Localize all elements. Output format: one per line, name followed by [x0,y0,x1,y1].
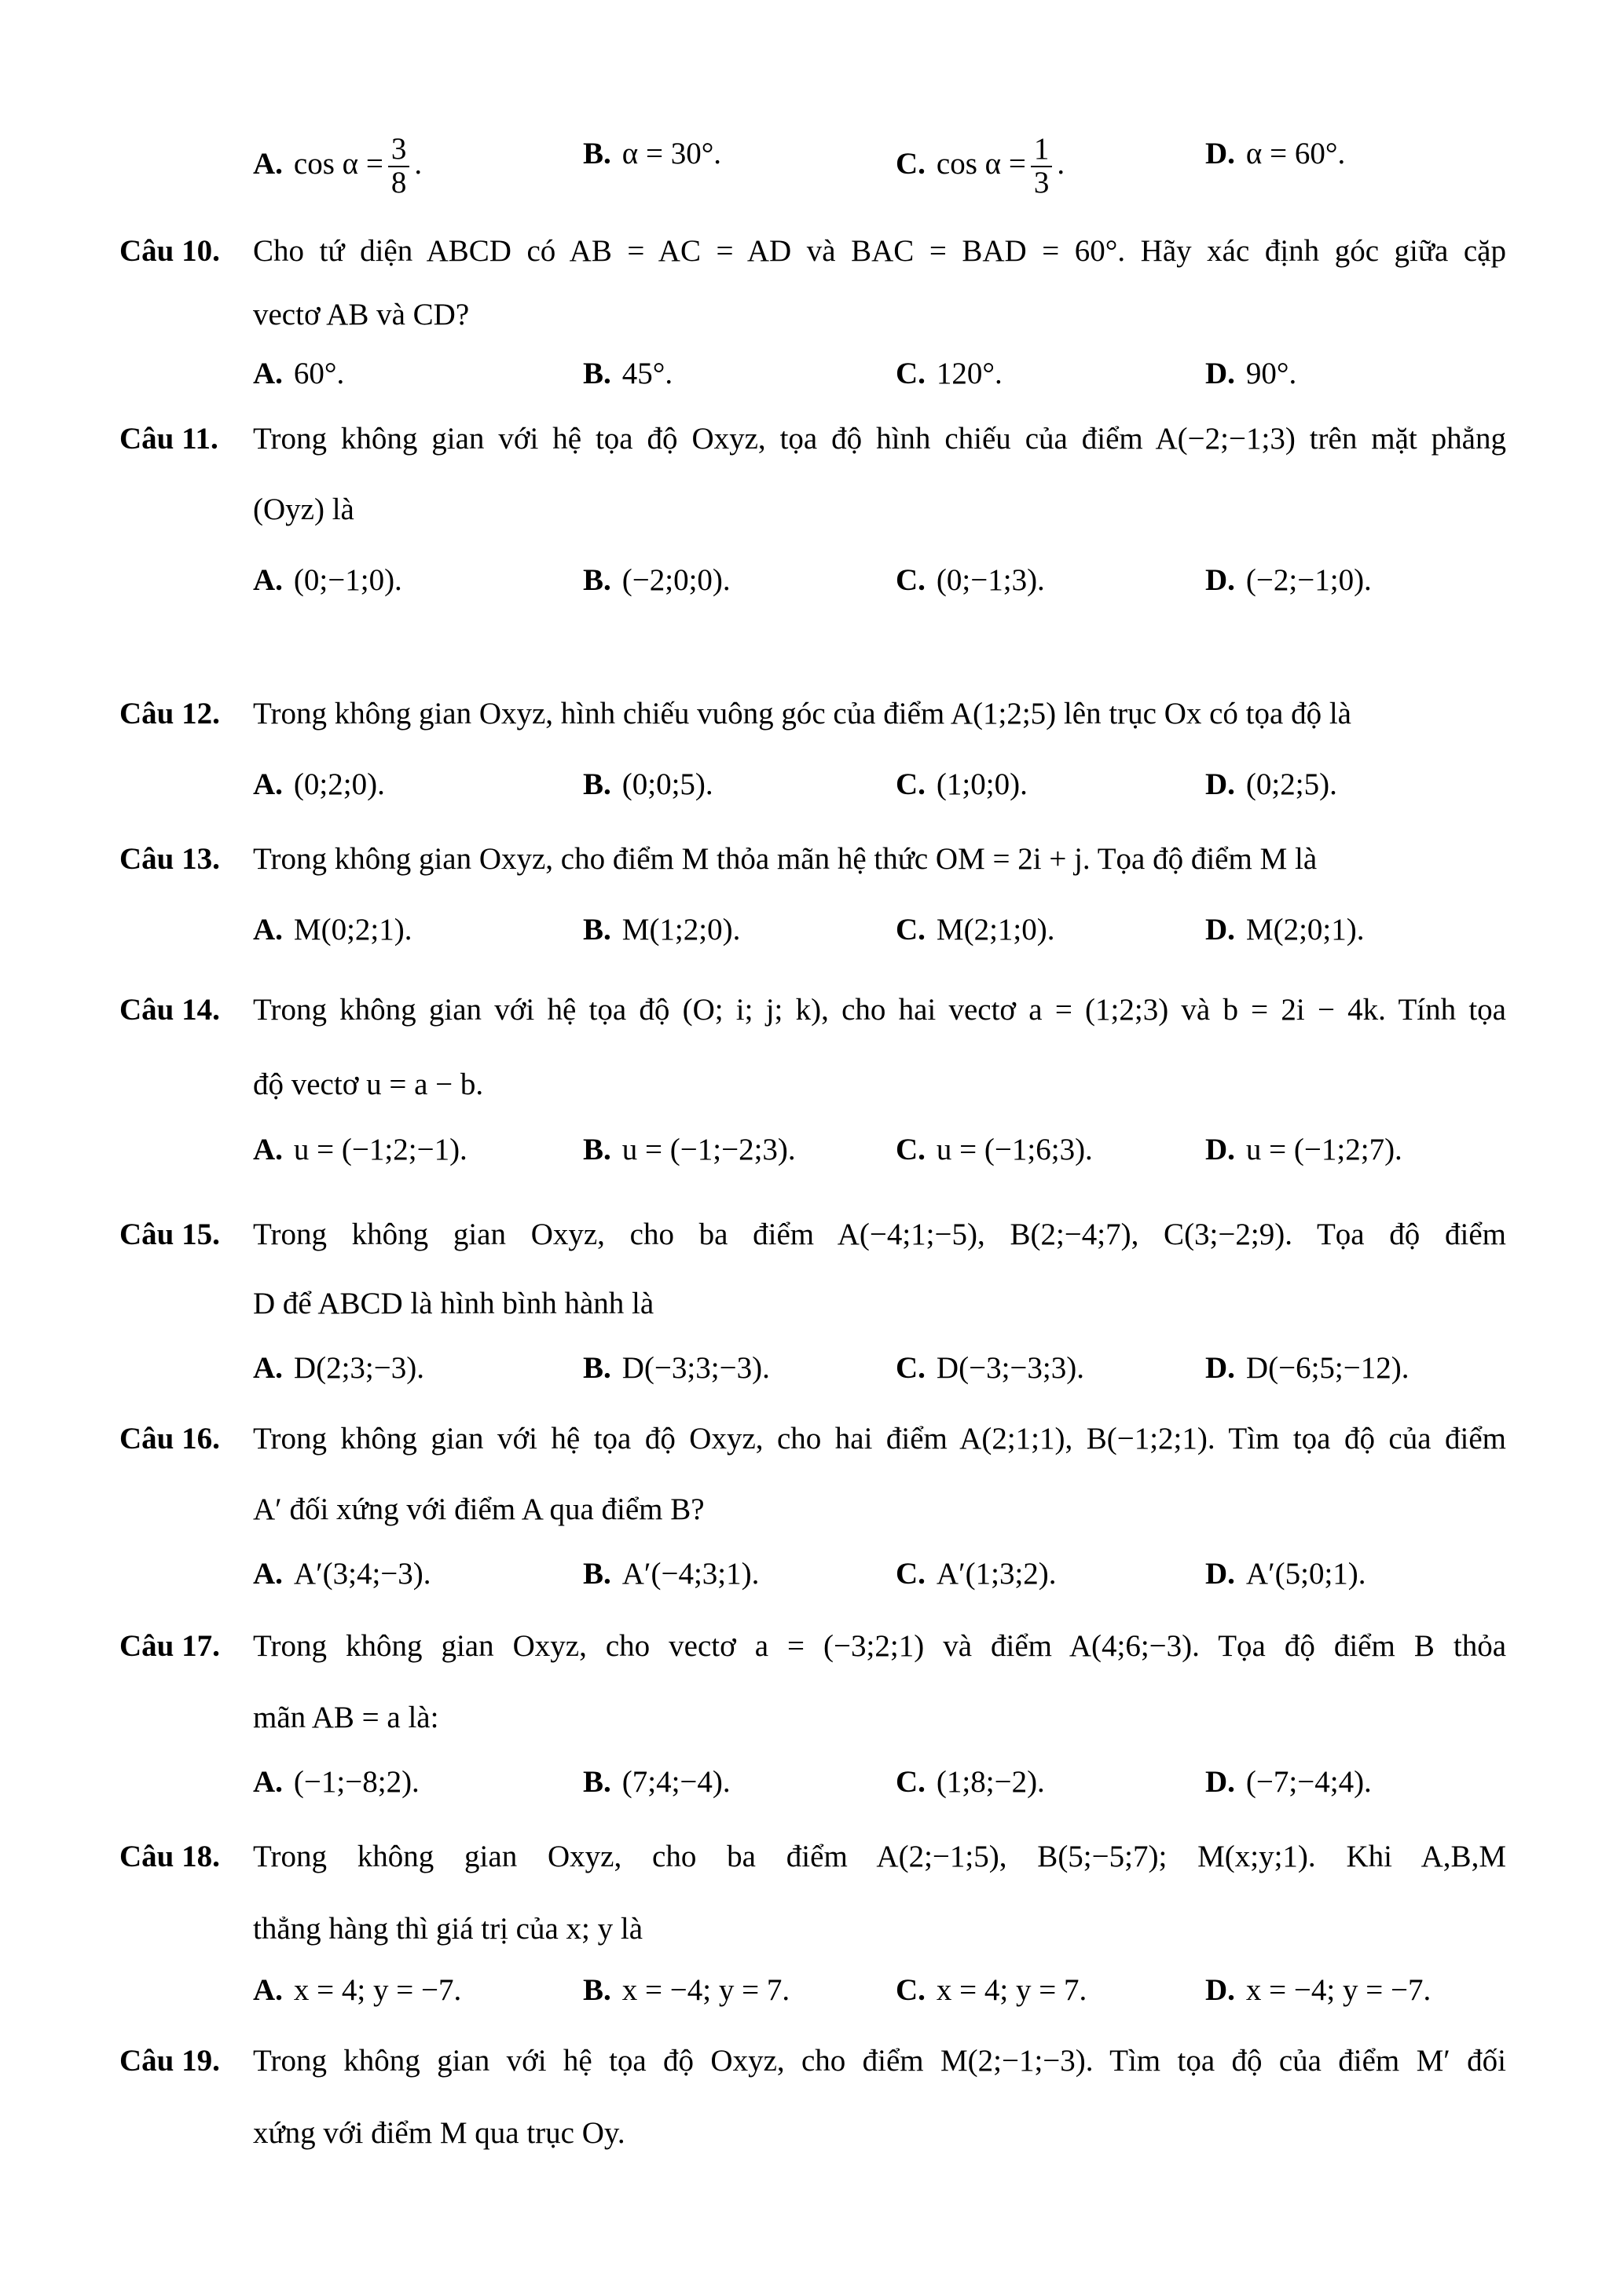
answer-option [896,1349,1084,1387]
option-letter: C. [896,1765,926,1799]
option-text: u = (−1;2;−1). [293,1133,467,1166]
answer-option [896,911,1055,949]
option-letter: A. [253,767,283,801]
question-number: Câu 12. [119,697,220,731]
question-number: Câu 17. [119,1629,220,1663]
option-text: A′(3;4;−3). [293,1557,431,1591]
option-text: 60°. [293,357,345,390]
option-text: A′(−4;3;1). [621,1557,760,1591]
option-text: (−7;−4;4). [1245,1765,1372,1799]
option-text: x = −4; y = −7. [1245,1973,1432,2007]
option-text: A′(5;0;1). [1245,1557,1366,1591]
answer-option [1205,562,1372,599]
option-text: . [414,146,423,181]
answer-option [1205,1349,1409,1387]
question-number: Câu 19. [119,2044,220,2078]
fraction [388,134,410,200]
question-number: Câu 18. [119,1840,220,1873]
question-text-line: A′ đối xứng với điểm A qua điểm B? [253,1492,705,1526]
answer-option [583,1763,731,1801]
option-letter: B. [583,1133,611,1166]
option-letter: A. [253,1133,283,1166]
answer-option [253,1349,424,1387]
option-text: x = 4; y = 7. [936,1973,1087,2007]
question-number: Câu 10. [119,234,220,268]
option-letter: D. [1205,1765,1235,1799]
question-number: Câu 14. [119,993,220,1027]
answer-option [896,1972,1087,2009]
question-number: Câu 15. [119,1218,220,1251]
option-letter: D. [1205,1351,1235,1385]
option-letter: B. [583,1973,611,2007]
answer-option [1205,355,1296,393]
option-letter: C. [896,767,926,801]
option-letter: C. [896,146,926,181]
answer-option [253,766,385,804]
option-text: u = (−1;−2;3). [621,1133,796,1166]
option-letter: C. [896,913,926,947]
option-letter: D. [1205,913,1235,947]
option-text: (0;2;0). [293,767,385,801]
option-text: (7;4;−4). [621,1765,731,1799]
question-text-line: Trong không gian với hệ tọa độ (O; i; j; k), cho hai vectơ a = (1;2;3) và b = 2i − 4k. Tính tọa [253,993,1506,1027]
answer-option [896,1131,1093,1169]
option-text: cos α = [293,146,383,181]
option-text: cos α = [936,146,1026,181]
option-text: A′(1;3;2). [936,1557,1057,1591]
option-letter: D. [1205,767,1235,801]
answer-option [896,1555,1057,1593]
option-text: 90°. [1245,357,1297,390]
answer-option [583,562,731,599]
option-text: (1;0;0). [936,767,1028,801]
question-text-line: vectơ AB và CD? [253,298,470,331]
option-letter: A. [253,146,283,181]
answer-option [583,1555,759,1593]
answer-option [253,1972,461,2009]
question-number: Câu 16. [119,1422,220,1456]
question-text-line: (Oyz) là [253,493,354,526]
denominator: 8 [390,165,407,200]
answer-option [896,562,1045,599]
option-letter: A. [253,1351,283,1385]
option-letter: A. [253,357,283,390]
answer-option [253,1555,431,1593]
option-text: 120°. [936,357,1003,390]
answer-option [253,1763,420,1801]
option-letter: B. [583,357,611,390]
answer-option [1205,1555,1366,1593]
answer-option [1205,1763,1372,1801]
question-text-line: Trong không gian Oxyz, cho ba điểm A(−4;1;−5), B(2;−4;7), C(3;−2;9). Tọa độ điểm [253,1218,1506,1251]
question-text-line: Cho tứ diện ABCD có AB = AC = AD và BAC = BAD = 60°. Hãy xác định góc giữa cặp [253,234,1506,268]
option-text: (−2;0;0). [621,563,731,597]
option-letter: B. [583,137,611,170]
option-letter: D. [1205,1557,1235,1591]
option-letter: B. [583,913,611,947]
answer-option [1205,1131,1402,1169]
question-number: Câu 11. [119,422,218,456]
answer-option [896,766,1028,804]
question-text-line: D để ABCD là hình bình hành là [253,1287,654,1320]
option-letter: B. [583,1765,611,1799]
option-letter: A. [253,1557,283,1591]
question-text-line: thẳng hàng thì giá trị của x; y là [253,1912,643,1946]
answer-option [896,1763,1045,1801]
answer-option [583,1131,796,1169]
question-text-line: mãn AB = a là: [253,1701,439,1734]
answer-option [583,355,673,393]
option-text: M(1;2;0). [621,913,741,947]
question-number: Câu 13. [119,842,220,876]
answer-option [583,1972,790,2009]
fraction [1031,134,1053,200]
option-text: 45°. [621,357,673,390]
option-letter: B. [583,563,611,597]
question-text-line: Trong không gian Oxyz, cho điểm M thỏa mãn hệ thức OM = 2i + j. Tọa độ điểm M là [253,842,1318,876]
option-text: x = 4; y = −7. [293,1973,462,2007]
numerator: 1 [1031,134,1053,167]
answer-option [1205,766,1337,804]
option-letter: C. [896,1557,926,1591]
option-letter: A. [253,1765,283,1799]
option-text: α = 30°. [621,137,722,170]
option-text: D(−3;−3;3). [936,1351,1084,1385]
option-text: (−1;−8;2). [293,1765,420,1799]
answer-option [1205,911,1365,949]
q9-option-c [896,134,1065,200]
option-letter: A. [253,913,283,947]
option-text: (0;0;5). [621,767,713,801]
option-text: (0;2;5). [1245,767,1337,801]
q9-option-d [1205,135,1345,173]
q9-option-a [253,134,422,200]
answer-option [583,911,740,949]
option-letter: C. [896,1133,926,1166]
question-text-line: Trong không gian với hệ tọa độ Oxyz, cho điểm M(2;−1;−3). Tìm tọa độ của điểm M′ đối [253,2044,1506,2078]
option-letter: D. [1205,1133,1235,1166]
option-text: u = (−1;2;7). [1245,1133,1402,1166]
option-letter: D. [1205,137,1235,170]
option-text: D(−3;3;−3). [621,1351,770,1385]
option-letter: C. [896,1351,926,1385]
option-text: M(2;0;1). [1245,913,1365,947]
answer-option [1205,1972,1431,2009]
option-letter: C. [896,357,926,390]
question-text-line: Trong không gian Oxyz, cho ba điểm A(2;−1;5), B(5;−5;7); M(x;y;1). Khi A,B,M [253,1840,1506,1873]
option-letter: D. [1205,563,1235,597]
option-text: x = −4; y = 7. [621,1973,790,2007]
answer-option [253,911,412,949]
question-text-line: Trong không gian với hệ tọa độ Oxyz, tọa độ hình chiếu của điểm A(−2;−1;3) trên mặt phẳng [253,422,1506,456]
option-text: D(−6;5;−12). [1245,1351,1410,1385]
option-text: (0;−1;0). [293,563,402,597]
answer-option [896,355,1003,393]
option-text: (0;−1;3). [936,563,1045,597]
option-letter: A. [253,563,283,597]
option-text: (1;8;−2). [936,1765,1045,1799]
option-text: u = (−1;6;3). [936,1133,1093,1166]
answer-option [583,1349,770,1387]
question-text-line: Trong không gian Oxyz, hình chiếu vuông góc của điểm A(1;2;5) lên trục Ox có tọa độ là [253,697,1351,731]
option-letter: C. [896,563,926,597]
answer-option [253,562,402,599]
option-letter: C. [896,1973,926,2007]
option-text: D(2;3;−3). [293,1351,424,1385]
option-letter: A. [253,1973,283,2007]
option-text: M(2;1;0). [936,913,1055,947]
answer-option [253,1131,467,1169]
option-text: (−2;−1;0). [1245,563,1372,597]
option-letter: D. [1205,357,1235,390]
option-text: . [1057,146,1065,181]
answer-option [583,766,713,804]
q9-option-b [583,135,721,173]
question-text-line: độ vectơ u = a − b. [253,1067,484,1101]
option-text: α = 60°. [1245,137,1346,170]
option-letter: B. [583,767,611,801]
answer-option [253,355,344,393]
numerator: 3 [388,134,410,167]
option-text: M(0;2;1). [293,913,412,947]
option-letter: B. [583,1557,611,1591]
option-letter: B. [583,1351,611,1385]
question-text-line: xứng với điểm M qua trục Oy. [253,2116,625,2150]
denominator: 3 [1033,165,1050,200]
question-text-line: Trong không gian Oxyz, cho vectơ a = (−3;2;1) và điểm A(4;6;−3). Tọa độ điểm B thỏa [253,1629,1506,1663]
option-letter: D. [1205,1973,1235,2007]
question-text-line: Trong không gian với hệ tọa độ Oxyz, cho hai điểm A(2;1;1), B(−1;2;1). Tìm tọa độ của điểm [253,1422,1506,1456]
